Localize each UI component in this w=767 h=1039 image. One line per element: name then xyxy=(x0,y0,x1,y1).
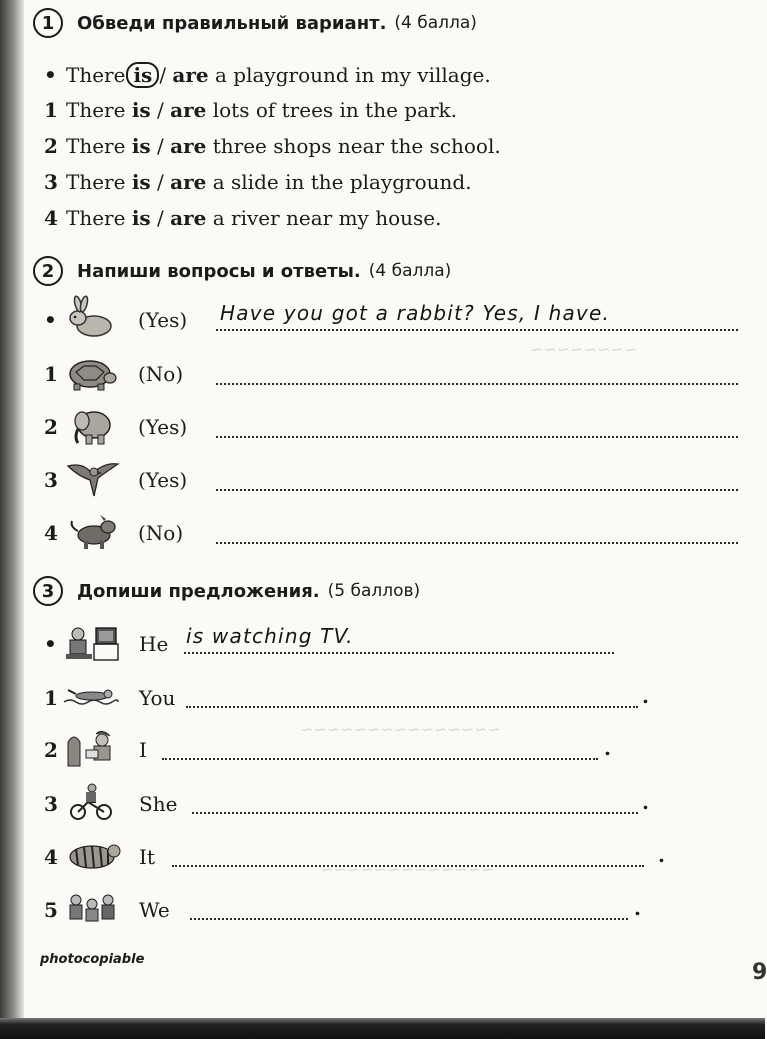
answer-line[interactable] xyxy=(184,652,614,654)
sentence-subject: He xyxy=(139,632,169,656)
section-2-header xyxy=(33,256,451,286)
sentence-subject: We xyxy=(139,898,170,922)
tortoise-icon xyxy=(62,352,118,392)
answer-line[interactable] xyxy=(216,329,738,331)
dog-icon xyxy=(64,511,120,551)
hint-text: (Yes) xyxy=(138,468,188,492)
section-title: Напиши вопросы и ответы. xyxy=(77,260,361,282)
section-3-header xyxy=(33,576,420,606)
handwritten-answer: Have you got a rabbit? Yes, I have. xyxy=(220,301,611,325)
section-score: (5 баллов) xyxy=(327,581,421,601)
exercise-item: • He is watching TV. xyxy=(44,622,664,662)
page-binding-shadow xyxy=(0,0,24,1039)
answer-line[interactable] xyxy=(216,542,738,544)
period: . xyxy=(642,790,649,814)
tiger-icon xyxy=(64,835,120,875)
period: . xyxy=(634,896,641,920)
section-score: (4 балла) xyxy=(368,261,452,281)
girl-reading-icon xyxy=(64,728,120,768)
answer-line[interactable] xyxy=(216,383,738,385)
exercise-item: 2 (Yes) xyxy=(44,405,744,445)
answer-line[interactable] xyxy=(216,489,738,491)
answer-line[interactable] xyxy=(186,706,638,708)
elephant-icon xyxy=(64,405,120,445)
answer-line[interactable] xyxy=(162,758,598,760)
scan-bottom-edge xyxy=(0,1018,765,1039)
exercise-item: • There is / are a playground in my village. xyxy=(44,63,491,87)
page-number: 9 xyxy=(752,960,767,985)
exercise-item: 1 (No) xyxy=(44,352,744,392)
boy-watching-tv-icon xyxy=(64,622,120,662)
sentence-subject: It xyxy=(139,845,155,869)
section-1-header xyxy=(33,8,477,38)
sentence-subject: I xyxy=(139,738,147,762)
kids-playing-icon xyxy=(64,888,120,928)
section-number-badge: 1 xyxy=(33,8,63,38)
answer-line[interactable] xyxy=(192,812,638,814)
section-number-badge: 2 xyxy=(33,256,63,286)
section-score: (4 балла) xyxy=(394,13,477,33)
answer-line[interactable] xyxy=(172,865,644,867)
exercise-item: 1 You . xyxy=(44,676,664,716)
hint-text: (Yes) xyxy=(138,415,188,439)
exercise-item: 1 There is / are lots of trees in the park. xyxy=(44,98,458,122)
period: . xyxy=(642,684,649,708)
answer-line[interactable] xyxy=(190,918,628,920)
period: . xyxy=(604,736,611,760)
exercise-item: 2 There is / are three shops near the school. xyxy=(44,134,501,158)
handwritten-answer: is watching TV. xyxy=(186,624,354,648)
answer-line[interactable] xyxy=(216,436,738,438)
exercise-item: 4 (No) xyxy=(44,511,744,551)
hint-text: (Yes) xyxy=(138,308,188,332)
exercise-item: 2 I . xyxy=(44,728,664,768)
hint-text: (No) xyxy=(138,521,184,545)
exercise-item: 3 There is / are a slide in the playground. xyxy=(44,170,472,194)
exercise-item: 5 We . xyxy=(44,888,664,928)
parrot-icon xyxy=(64,458,120,498)
photocopiable-label: photocopiable xyxy=(40,952,145,967)
exercise-item: • (Yes) Have you got a rabbit? Yes, I have. xyxy=(44,298,744,338)
exercise-item: 3 (Yes) xyxy=(44,458,744,498)
circled-answer[interactable]: is xyxy=(126,62,159,88)
hint-text: (No) xyxy=(138,362,184,386)
section-title: Допиши предложения. xyxy=(77,580,320,602)
sentence-subject: She xyxy=(139,792,178,816)
section-title: Обведи правильный вариант. xyxy=(77,12,387,34)
rabbit-icon xyxy=(64,298,120,338)
sentence-subject: You xyxy=(139,686,176,710)
cycling-icon xyxy=(64,782,120,822)
exercise-item: 4 There is / are a river near my house. xyxy=(44,206,442,230)
exercise-item: 4 It . xyxy=(44,835,664,875)
period: . xyxy=(658,843,665,867)
exercise-item: 3 She . xyxy=(44,782,664,822)
section-number-badge: 3 xyxy=(33,576,63,606)
swimming-icon xyxy=(62,676,118,716)
